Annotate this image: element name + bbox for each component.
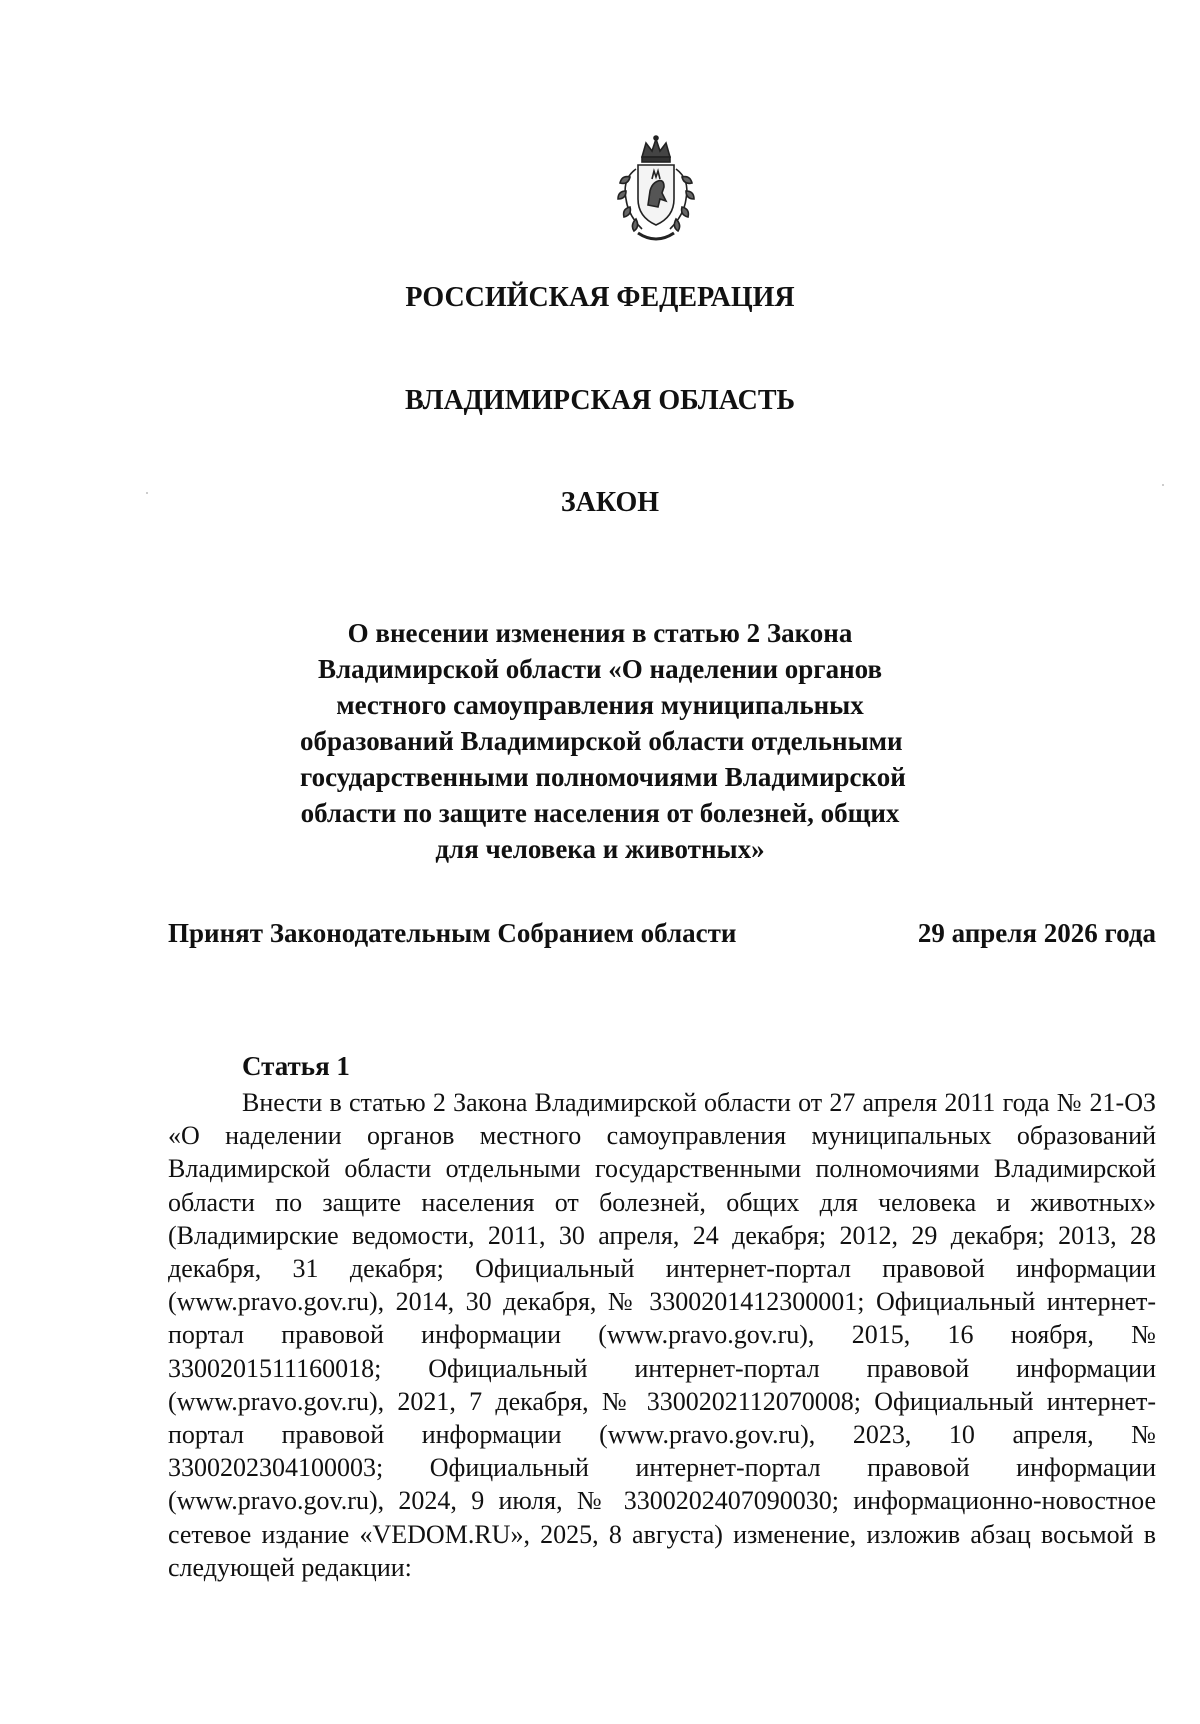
law-title-line: образований Владимирской области отдельными [300, 726, 903, 756]
law-title-line: Владимирской области «О наделении органов [317, 654, 883, 684]
adoption-line [168, 918, 1156, 949]
law-title-line: для человека и животных» [435, 834, 765, 864]
region-heading: ВЛАДИМИРСКАЯ ОБЛАСТЬ [404, 385, 796, 416]
law-title-line: О внесении изменения в статью 2 Закона [347, 618, 853, 648]
scan-speck [146, 492, 148, 494]
article-paragraph: Внести в статью 2 Закона Владимирской области от 27 апреля 2011 года № 21-ОЗ «О наделении органов местного самоуправления муниципальных образований Владимирской области отдельными государственными полномочиями Владимирской области по защите населения от болезней, общих для человека и животных» (Владимирские ведомости, 2011, 30 апреля, 24 декабря; 2012, 29 декабря; 2013, 28 декабря, 31 декабря; Официальный интернет-портал правовой информации (www.pravo.gov.ru), 2014, 30 декабря, № 3300201412300001; Официальный интернет-портал правовой информации (www.pravo.gov.ru), 2015, 16 ноября, № 3300201511160018; Официальный интернет-портал правовой информации (www.pravo.gov.ru), 2021, 7 декабря, № 3300202112070008; Официальный интернет-портал правовой информации (www.pravo.gov.ru), 2023, 10 апреля, № 3300202304100003; Официальный интернет-портал правовой информации (www.pravo.gov.ru), 2024, 9 июля, № 3300202407090030; информационно-новостное сетевое издание «VEDOM.RU», 2025, 8 августа) изменение, изложив абзац восьмой в следующей редакции: [168, 1088, 1156, 1582]
adoption-label: Принят Законодательным Собранием области [168, 918, 737, 948]
scan-speck [1162, 484, 1164, 486]
law-title [300, 615, 906, 867]
country-heading: РОССИЙСКАЯ ФЕДЕРАЦИЯ [405, 282, 795, 313]
article-body [168, 1086, 1156, 1584]
article-heading: Статья 1 [242, 1051, 350, 1081]
coat-of-arms-emblem [608, 135, 704, 247]
adoption-date: 29 апреля 2026 года [917, 918, 1156, 948]
document-type-heading: ЗАКОН [560, 487, 660, 518]
law-title-line: области по защите населения от болезней, общих [300, 798, 900, 828]
law-title-line: государственными полномочиями Владимирской [300, 762, 906, 792]
law-title-line: местного самоуправления муниципальных [336, 690, 864, 720]
